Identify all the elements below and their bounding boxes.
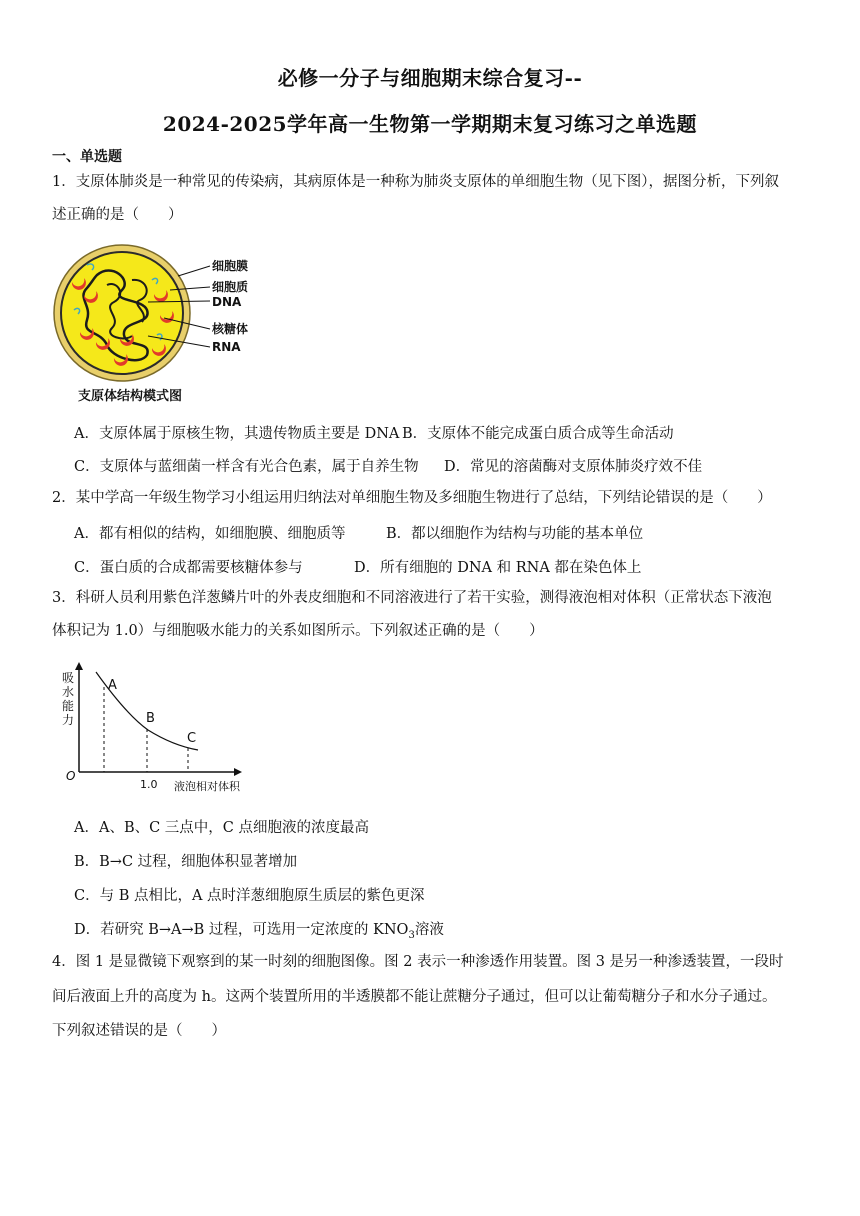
q3-option-d-suffix: 溶液 (414, 922, 444, 938)
q2-option-c[interactable]: C．蛋白质的合成都需要核糖体参与 (74, 560, 303, 576)
mycoplasma-diagram (52, 240, 262, 410)
absorption-graph (56, 660, 256, 795)
section-heading: 一、单选题 (52, 149, 122, 165)
title-line-1: 必修一分子与细胞期末综合复习-- (277, 66, 583, 90)
x-axis-label: 液泡相对体积 (174, 780, 240, 793)
y-axis-label-3: 能 (62, 699, 75, 713)
q1-option-a[interactable]: A．支原体属于原核生物，其遗传物质主要是 DNA (74, 426, 400, 442)
q1-stem-line1: 1．支原体肺炎是一种常见的传染病，其病原体是一种称为肺炎支原体的单细胞生物（见下图），据图分析，下列叙 (52, 174, 779, 190)
q3-option-a[interactable]: A．A、B、C 三点中，C 点细胞液的浓度最高 (74, 820, 370, 836)
q3-option-c[interactable]: C．与 B 点相比，A 点时洋葱细胞原生质层的紫色更深 (74, 888, 425, 904)
y-axis-label-1: 吸 (62, 671, 75, 685)
label-cell-membrane: 细胞膜 (212, 259, 249, 273)
point-b-label: B (146, 711, 155, 726)
q1-option-c[interactable]: C．支原体与蓝细菌一样含有光合色素，属于自养生物 (74, 459, 419, 475)
q3-stem-line2: 体积记为 1.0）与细胞吸水能力的关系如图所示。下列叙述正确的是（ ） (52, 623, 544, 639)
q2-option-a[interactable]: A．都有相似的结构，如细胞膜、细胞质等 (74, 526, 346, 542)
q3-option-b[interactable]: B．B→C 过程，细胞体积显著增加 (74, 854, 298, 870)
point-c-label: C (187, 731, 197, 746)
q3-option-d[interactable] (74, 918, 444, 941)
q4-stem-line1: 4．图 1 是显微镜下观察到的某一时刻的细胞图像。图 2 表示一种渗透作用装置。图 3 是另一种渗透装置，一段时 (52, 954, 784, 970)
q1-option-d[interactable]: D．常见的溶菌酶对支原体肺炎疗效不佳 (444, 459, 703, 475)
label-ribosome: 核糖体 (212, 322, 249, 336)
q2-option-d[interactable]: D．所有细胞的 DNA 和 RNA 都在染色体上 (354, 560, 642, 576)
label-dna: DNA (212, 295, 242, 309)
q4-stem-line2: 间后液面上升的高度为 h。这两个装置所用的半透膜都不能让蔗糖分子通过，但可以让葡萄糖分子和水分子通过。 (52, 989, 777, 1005)
q3-option-d-subscript: 3 (408, 929, 415, 941)
title-line-2: 2024-2025学年高一生物第一学期期末复习练习之单选题 (162, 112, 698, 136)
q2-stem: 2．某中学高一年级生物学习小组运用归纳法对单细胞生物及多细胞生物进行了总结，下列结论错误的是（ ） (52, 490, 772, 506)
q1-stem-line2: 述正确的是（ ） (52, 207, 183, 223)
y-axis-label-2: 水 (62, 685, 75, 699)
q2-option-b[interactable]: B．都以细胞作为结构与功能的基本单位 (386, 526, 644, 542)
origin-label: O (66, 769, 76, 783)
q1-option-b[interactable]: B．支原体不能完成蛋白质合成等生命活动 (402, 426, 674, 442)
figure-caption: 支原体结构模式图 (78, 389, 183, 404)
label-cytoplasm: 细胞质 (212, 280, 249, 294)
x-tick-label: 1.0 (140, 778, 158, 791)
q3-stem-line1: 3．科研人员利用紫色洋葱鳞片叶的外表皮细胞和不同溶液进行了若干实验，测得液泡相对体积（正常状态下液泡 (52, 590, 772, 606)
point-a-label: A (108, 678, 117, 693)
y-axis-label-4: 力 (62, 713, 75, 727)
q3-option-d-text: D．若研究 B→A→B 过程，可选用一定浓度的 KNO (74, 922, 409, 938)
q4-stem-line3: 下列叙述错误的是（ ） (52, 1023, 226, 1039)
label-rna: RNA (212, 340, 241, 354)
